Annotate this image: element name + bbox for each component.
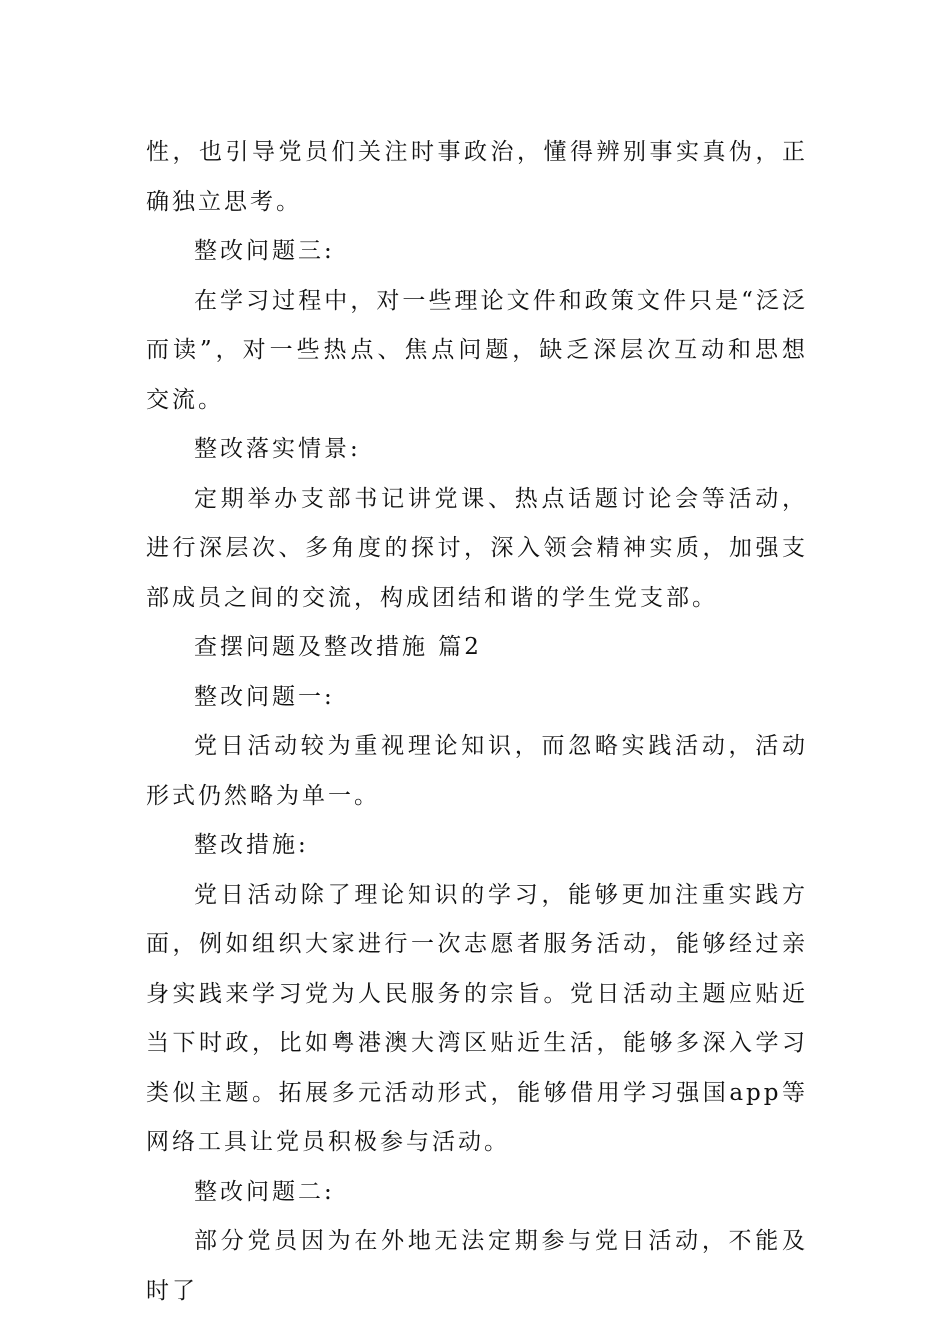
paragraph: 部分党员因为在外地无法定期参与党日活动，不能及时了 [146, 1228, 808, 1304]
section-heading: 整改落实情景: [194, 436, 361, 462]
document-body [146, 128, 808, 1316]
section-heading: 整改问题三: [194, 238, 335, 264]
section-heading: 整改措施: [194, 832, 309, 858]
article-title: 查摆问题及整改措施 篇2 [194, 634, 482, 660]
paragraph: 定期举办支部书记讲党课、热点话题讨论会等活动，进行深层次、多角度的探讨，深入领会精神实质，加强支部成员之间的交流，构成团结和谐的学生党支部。 [146, 485, 808, 611]
section-heading: 整改问题二: [194, 1178, 335, 1205]
section-heading: 整改问题一: [194, 683, 335, 710]
paragraph: 党日活动较为重视理论知识，而忽略实践活动，活动形式仍然略为单一。 [146, 733, 808, 809]
paragraph: 党日活动除了理论知识的学习，能够更加注重实践方面，例如组织大家进行一次志愿者服务活动，能够经过亲身实践来学习党为人民服务的宗旨。党日活动主题应贴近当下时政，比如粤港澳大湾区贴近生活，能够多深入学习类似主题。拓展多元活动形式，能够借用学习强国app等网络工具让党员积极参与活动。 [146, 881, 808, 1155]
paragraph: 性，也引导党员们关注时事政治，懂得辨别事实真伪，正确独立思考。 [146, 139, 808, 215]
paragraph: 在学习过程中，对一些理论文件和政策文件只是“泛泛而读”，对一些热点、焦点问题，缺乏深层次互动和思想交流。 [146, 287, 808, 413]
